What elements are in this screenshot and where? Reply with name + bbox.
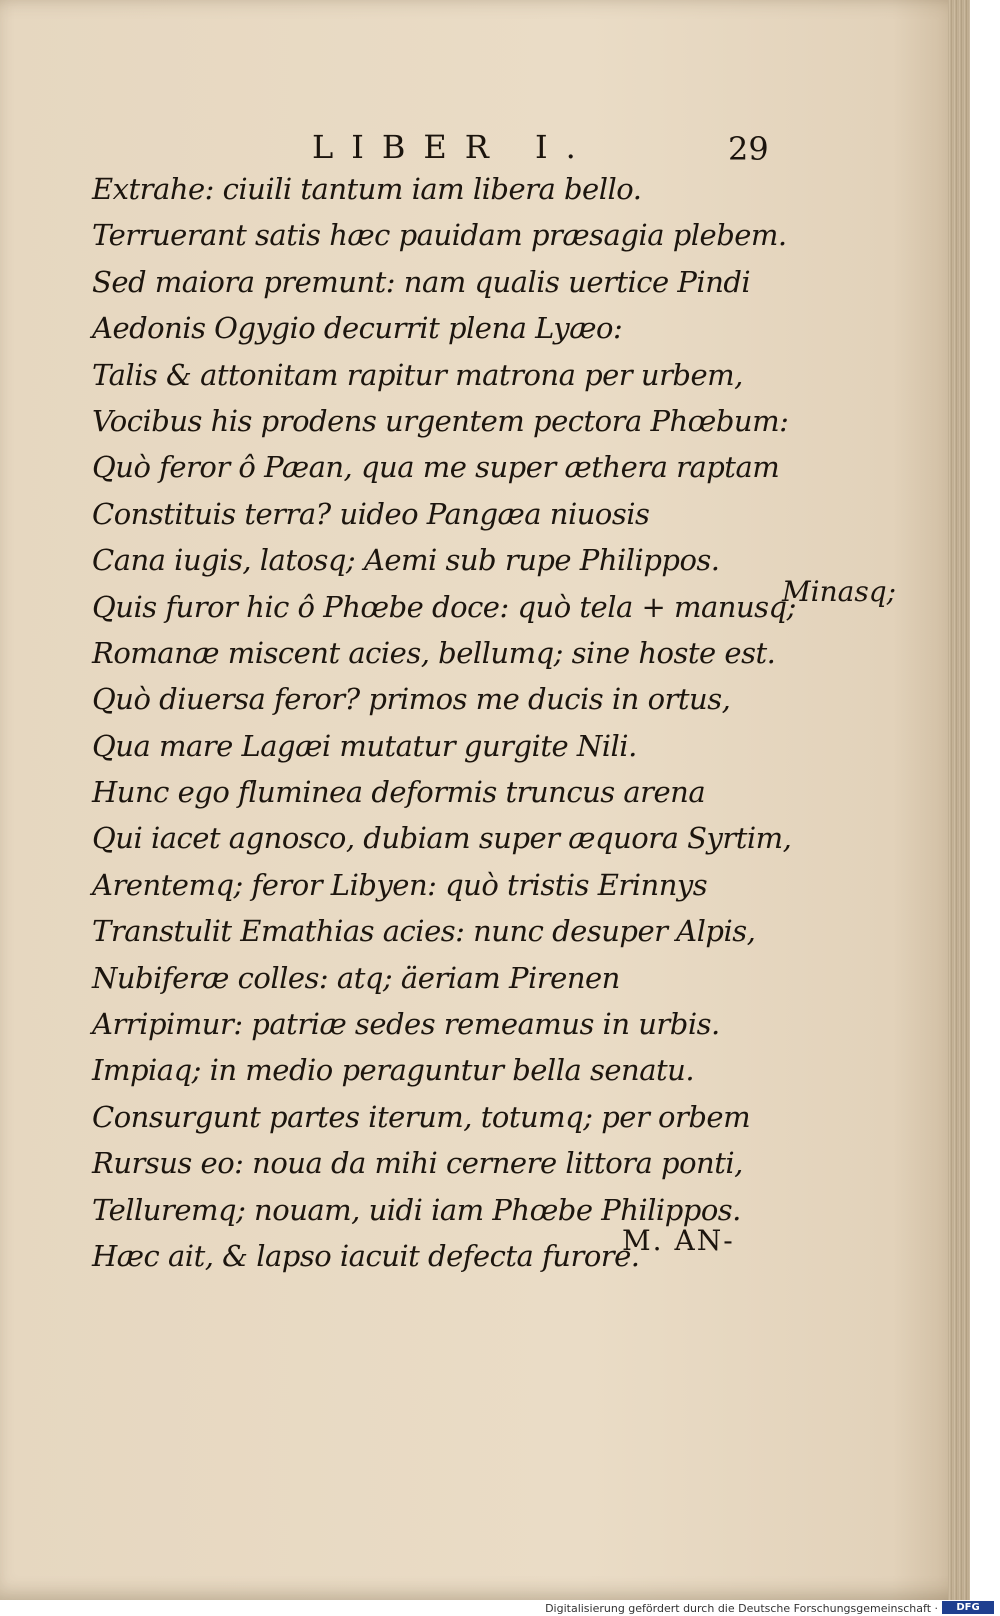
running-head: LIBER I. [312,128,594,166]
verse-line: Extrahe: ciuili tantum iam libera bello. [92,172,642,206]
verse-line: Constituis terra? uideo Pangæa niuosis [92,496,650,531]
verse-line: Talis & attonitam rapitur matrona per urbem, [92,357,743,392]
verse-line: Telluremq; nouam, uidi iam Phœbe Philippos. [92,1192,741,1227]
verse-line: Qui iacet agnosco, dubiam super æquora Syrtim, [92,821,792,856]
verse-line: Transtulit Emathias acies: nunc desuper Alpis, [92,914,756,949]
verse-line: Quis furor hic ô Phœbe doce: quò tela + manusq; [92,589,796,624]
verse-line: Quò diuersa feror? primos me ducis in ortus, [92,682,731,717]
verse-text [92,166,796,1279]
verse-line: Arripimur: patriæ sedes remeamus in urbis. [92,1007,720,1042]
verse-line: Cana iugis, latosq; Aemi sub rupe Philippos. [92,543,720,578]
marginal-note: Minasq; [782,575,897,608]
verse-line: Nubiferæ colles: atq; äeriam Pirenen [92,960,620,995]
verse-line: Vocibus his prodens urgentem pectora Phœbum: [92,403,789,438]
verse-line: Rursus eo: noua da mihi cernere littora ponti, [92,1146,743,1181]
verse-line: Impiaq; in medio peraguntur bella senatu. [92,1053,695,1088]
verse-line: Sed maiora premunt: nam qualis uertice Pindi [92,264,751,299]
verse-line: Qua mare Lagæi mutatur gurgite Nili. [92,728,637,763]
verse-line: Terruerant satis hæc pauidam præsagia plebem. [92,218,787,253]
verse-line: Hunc ego fluminea deformis truncus arena [92,775,706,810]
verse-line: Arentemq; feror Libyen: quò tristis Erinnys [92,867,708,902]
verse-line: Hæc ait, & lapso iacuit defecta furore. [92,1238,640,1273]
page-number: 29 [728,130,769,168]
verse-line: Romanæ miscent acies, bellumq; sine hoste est. [92,635,776,670]
verse-line: Consurgunt partes iterum, totumq; per orbem [92,1099,751,1134]
footer-credit: Digitalisierung gefördert durch die Deutsche Forschungsgemeinschaft · [545,1602,938,1615]
catchword: M. AN- [622,1224,735,1257]
page-edge-fore-edge [948,0,970,1600]
dfg-logo-icon: DFG [942,1601,994,1614]
page-header [0,128,970,168]
verse-line: Quò feror ô Pæan, qua me super æthera raptam [92,450,780,485]
verse-line: Aedonis Ogygio decurrit plena Lyæo: [92,311,623,346]
